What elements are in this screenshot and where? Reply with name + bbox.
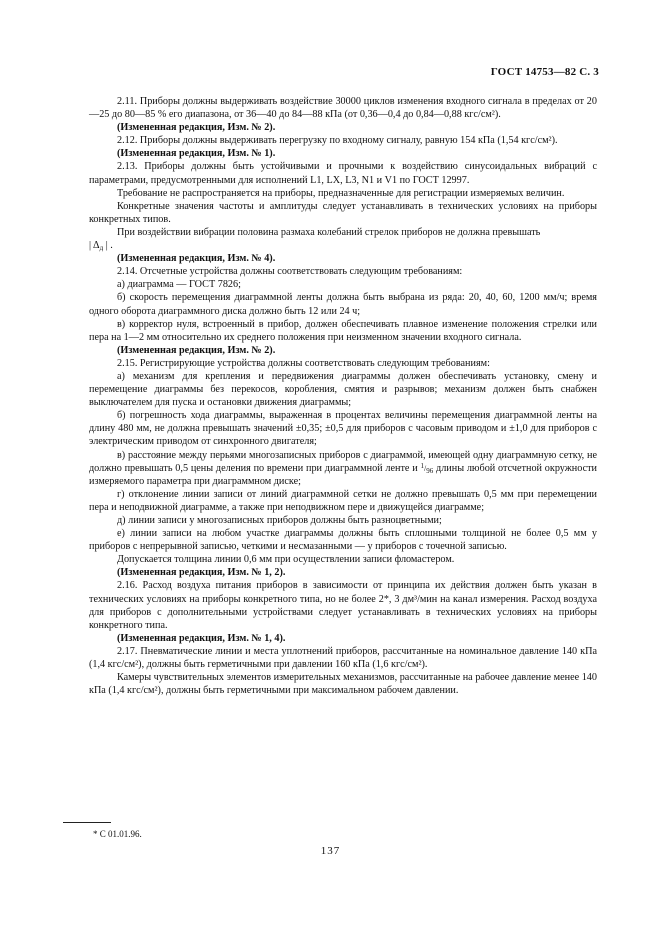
- page-header: ГОСТ 14753—82 С. 3: [490, 66, 599, 78]
- fraction-denominator: 96: [426, 466, 434, 475]
- paragraph: Конкретные значения частоты и амплитуды следует устанавливать в технических условиях на приборы конкретных типов.: [89, 200, 597, 225]
- clause-2-14: 2.14. Отсчетные устройства должны соответствовать следующим требованиям:: [117, 266, 463, 278]
- paragraph: Допускается толщина линии 0,6 мм при осуществлении записи фломастером.: [117, 554, 455, 566]
- footnote-divider: [63, 822, 111, 823]
- clause-2-12: 2.12. Приборы должны выдерживать перегрузку по входному сигналу, равную 154 кПа (1,54 кгс/см²).: [117, 135, 558, 147]
- amendment-note: (Измененная редакция, Изм. № 2).: [117, 344, 276, 356]
- fraction-separator: /: [424, 463, 427, 473]
- amendment-note: (Измененная редакция, Изм. № 4).: [117, 253, 276, 265]
- list-item: д) линии записи у многозаписных приборов должны быть разноцветными;: [117, 515, 442, 526]
- paragraph: Требование не распространяется на приборы, предназначенные для регистрации измеряемых величин.: [117, 187, 565, 199]
- list-item: в) корректор нуля, встроенный в прибор, должен обеспечивать плавное изменение положения стрелки или пера на 1—2 мм относительно их среднего положения при неизменном значении входного сигнала.: [89, 318, 597, 343]
- clause-2-16: 2.16. Расход воздуха питания приборов в зависимости от принципа их действия должен быть указан в технических условиях на приборы конкретного типа, но не более 2*, 3 дм³/мин на канал измерения. Расход воздуха для приборов с дополнительными устройствами следует устанавливать в технических условиях на приборы конкретного типа.: [89, 580, 597, 631]
- clause-2-15: 2.15. Регистрирующие устройства должны соответствовать следующим требованиям:: [117, 357, 490, 369]
- list-item: е) линии записи на любом участке диаграммы должны быть сплошными толщиной не более 0,5 мм у приборов с непрерывной записью, четкими и несмазанными — у приборов с точечной записью.: [89, 528, 597, 553]
- clause-2-17: 2.17. Пневматические линии и места уплотнений приборов, рассчитанные на номинальное давление 140 кПа (1,4 кгс/см²), должны быть герметичными при давлении 160 кПа (1,6 кгс/см²).: [89, 645, 597, 671]
- page-number: 137: [320, 845, 341, 857]
- list-item: а) механизм для крепления и передвижения диаграммы должен обеспечивать установку, смену и перемещение диаграммы без перекосов, коробления, смятия и разрывов; механизм должен быть снабжен выключателем для пуска и остановки движения диаграммы;: [89, 370, 597, 409]
- list-item-text: в) расстояние между перьями многозаписных приборов с диаграммой, имеющей одну диаграммную сетку, не должно превышать 0,5 цены деления по времени при диаграммной ленте и: [89, 449, 597, 474]
- amendment-note: (Измененная редакция, Изм. № 1, 2).: [117, 567, 286, 579]
- delta-subscript: д: [99, 244, 104, 253]
- amendment-note: (Измененная редакция, Изм. № 1, 4).: [117, 632, 286, 644]
- delta-formula: [89, 239, 597, 252]
- fraction-numerator: 1: [420, 461, 424, 470]
- delta-end: | .: [103, 240, 113, 252]
- paragraph: Камеры чувствительных элементов измерительных механизмов, рассчитанные на рабочее давление менее 140 кПа (1,4 кгс/см²), должны быть герметичными при максимальном рабочем давлении.: [89, 672, 597, 697]
- fraction-tail: длины любой отсчетной окружности измеряемого параметра при диаграммном диске;: [89, 462, 598, 487]
- clause-2-13: 2.13. Приборы должны быть устойчивыми и прочными к воздействию синусоидальных вибраций с параметрами, предусмотренными для исполнений L1, LX, L3, N1 и V1 по ГОСТ 12997.: [89, 161, 597, 186]
- list-item: б) скорость перемещения диаграммной ленты должна быть выбрана из ряда: 20, 40, 60, 1200 мм/ч; время одного оборота диаграммного диска должно быть 12 или 24 ч;: [89, 292, 597, 317]
- list-item: б) погрешность хода диаграммы, выраженная в процентах величины перемещения диаграммной ленты на длину 480 мм, не должна превышать значений ±0,35; ±0,5 для приборов с часовым приводом и ±1,0 для приборов с электрическим приводом от синхронного двигателя;: [89, 410, 597, 448]
- amendment-note: (Измененная редакция, Изм. № 2).: [117, 122, 276, 134]
- amendment-note: (Измененная редакция, Изм. № 1).: [117, 148, 276, 160]
- list-item: а) диаграмма — ГОСТ 7826;: [117, 279, 241, 291]
- list-item-fraction: [89, 449, 597, 488]
- paragraph: При воздействии вибрации половина размаха колебаний стрелок приборов не должна превышать: [117, 226, 541, 238]
- footnote: * С 01.01.96.: [93, 829, 142, 839]
- document-body: [89, 95, 597, 697]
- list-item: г) отклонение линии записи от линий диаграммной сетки не должно превышать 0,5 мм при перемещении пера и неподвижной диаграмме, а также при неподвижном пере и движущейся диаграмме;: [89, 488, 597, 513]
- delta-symbol: | Δ: [89, 240, 100, 252]
- clause-2-11: 2.11. Приборы должны выдерживать воздействие 30000 циклов изменения входного сигнала в пределах от 20—25 до 80—85 % его диапазона, от 36—40 до 84—88 кПа (от 0,36—0,4 до 0,84—0,88 кгс/см²).: [89, 96, 597, 121]
